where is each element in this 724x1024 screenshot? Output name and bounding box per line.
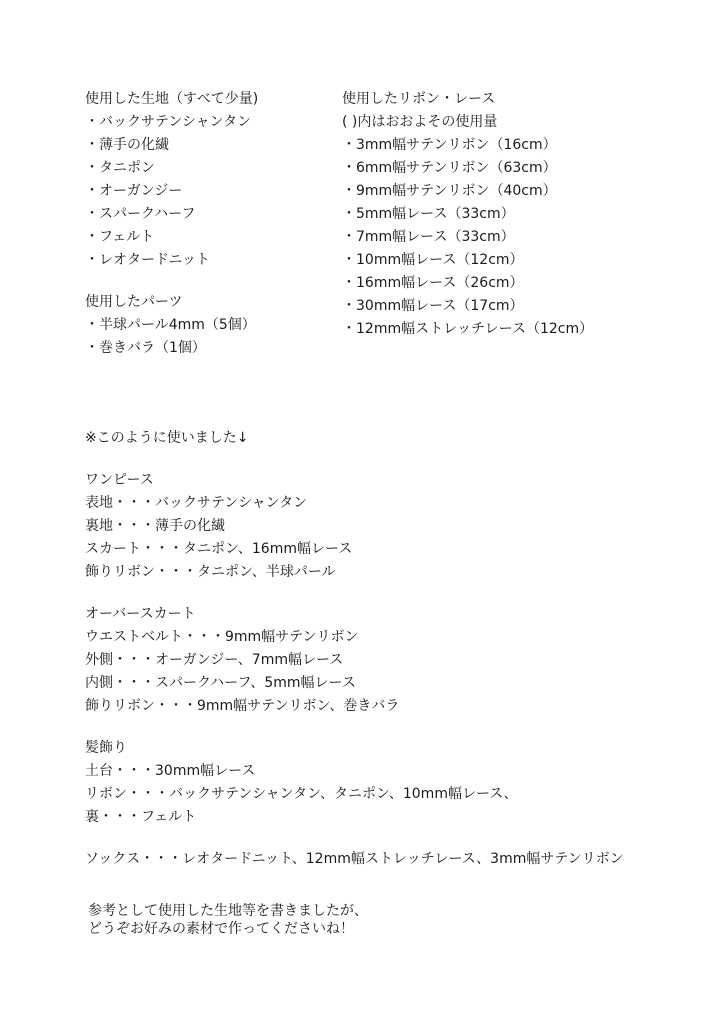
fabrics-title: 使用した生地（すべて少量) <box>85 91 259 107</box>
ribbon-item: ・3mm幅サテンリボン（16cm） <box>342 137 557 153</box>
ribbon-item: ・7mm幅レース（33cm） <box>342 229 515 245</box>
ribbons-title: 使用したリボン・レース <box>342 91 496 107</box>
part-item: ・半球パール4mm（5個） <box>85 317 256 333</box>
overskirt-item: 飾りリボン・・・9mm幅サテンリボン、巻きバラ <box>85 698 400 714</box>
overskirt-title: オーバースカート <box>85 606 196 622</box>
onepiece-item: 飾りリボン・・・タニポン、半球パール <box>85 564 336 580</box>
ribbon-item: ・30mm幅レース（17cm） <box>342 298 524 314</box>
usage-intro: ※このように使いました↓ <box>85 430 249 446</box>
hair-item: 土台・・・30mm幅レース <box>85 763 256 779</box>
ribbon-item: ・6mm幅サテンリボン（63cm） <box>342 160 557 176</box>
fabric-item: ・スパークハーフ <box>85 206 196 222</box>
fabric-item: ・レオタードニット <box>85 252 210 268</box>
closing-line: どうぞお好みの素材で作ってくださいね！ <box>88 921 354 937</box>
ribbon-item: ・5mm幅レース（33cm） <box>342 206 515 222</box>
onepiece-item: スカート・・・タニポン、16mm幅レース <box>85 541 353 557</box>
ribbon-item: ・12mm幅ストレッチレース（12cm） <box>342 321 594 337</box>
ribbon-item: ・10mm幅レース（12cm） <box>342 252 524 268</box>
fabric-item: ・フェルト <box>85 229 155 245</box>
closing-note <box>88 902 368 938</box>
hair-item: 裏・・・フェルト <box>85 809 197 825</box>
closing-line: 参考として使用した生地等を書きましたが、 <box>88 903 368 919</box>
fabric-item: ・タニポン <box>85 160 155 176</box>
materials-left-column <box>85 88 258 360</box>
hair-item: リボン・・・バックサテンシャンタン、タニポン、10mm幅レース、 <box>85 786 518 802</box>
overskirt-item: 外側・・・オーガンジー、7mm幅レース <box>85 652 344 668</box>
socks-line: ソックス・・・レオタードニット、12mm幅ストレッチレース、3mm幅サテンリボン <box>85 851 624 867</box>
usage-section <box>85 427 624 871</box>
parts-title: 使用したパーツ <box>85 294 183 310</box>
fabric-item: ・オーガンジー <box>85 183 183 199</box>
ribbon-item: ・16mm幅レース（26cm） <box>342 275 524 291</box>
hair-title: 髪飾り <box>85 740 127 756</box>
fabric-item: ・バックサテンシャンタン <box>85 114 252 130</box>
overskirt-item: ウエストベルト・・・9mm幅サテンリボン <box>85 629 359 645</box>
ribbons-note: ( )内はおおよその使用量 <box>342 114 498 130</box>
onepiece-item: 裏地・・・薄手の化繊 <box>85 518 225 534</box>
fabric-item: ・薄手の化繊 <box>85 137 169 153</box>
part-item: ・巻きバラ（1個） <box>85 340 206 356</box>
overskirt-item: 内側・・・スパークハーフ、5mm幅レース <box>85 675 356 691</box>
onepiece-title: ワンピース <box>85 472 154 488</box>
onepiece-item: 表地・・・バックサテンシャンタン <box>85 495 308 511</box>
materials-right-column <box>342 88 593 341</box>
ribbon-item: ・9mm幅サテンリボン（40cm） <box>342 183 557 199</box>
